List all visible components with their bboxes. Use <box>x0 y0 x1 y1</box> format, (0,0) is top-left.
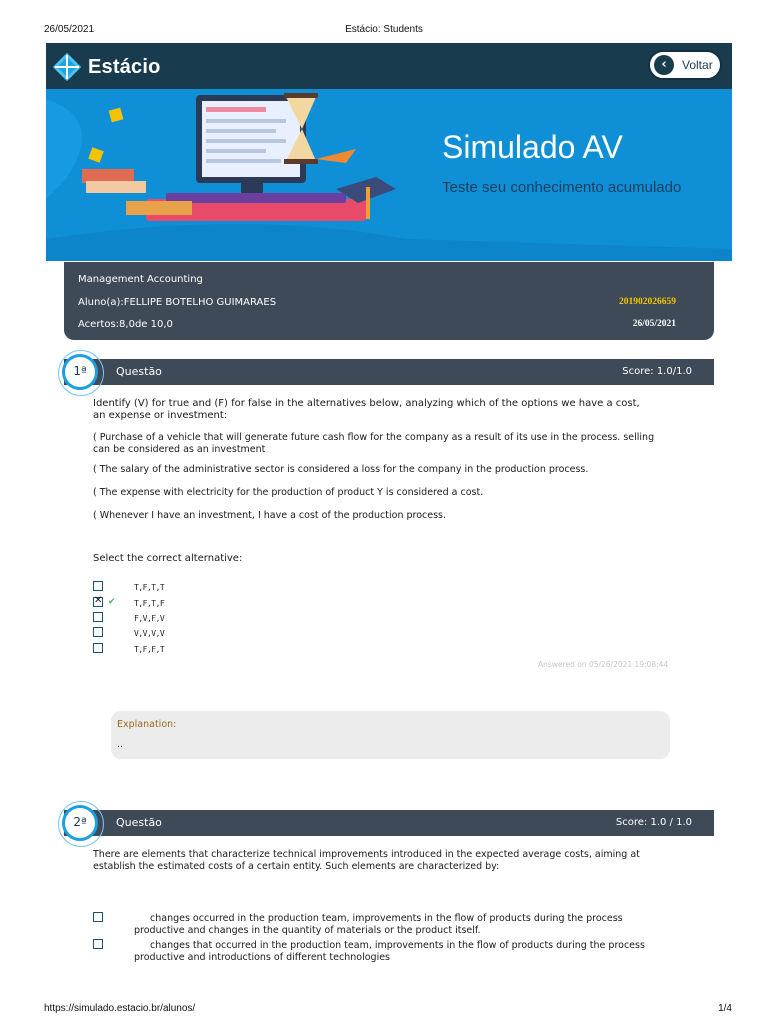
statement-4: ( Whenever I have an investment, I have a cost of the production process. <box>93 510 447 521</box>
brand-logo[interactable] <box>52 52 161 82</box>
option-label: changes occurred in the production team, improvements in the flow of products during the process productive and changes in the quantity of materials or the product itself. <box>134 913 623 936</box>
option-label: changes that occurred in the production team, improvements in the flow of products during the process productive and introductions of different technologies <box>134 940 645 963</box>
student-info-panel <box>64 262 714 340</box>
option-checkbox[interactable] <box>93 581 103 591</box>
question-number-badge <box>62 805 98 841</box>
hero-banner <box>46 89 732 261</box>
back-button[interactable] <box>648 50 722 80</box>
option-checkbox[interactable] <box>93 939 103 949</box>
correct-check-icon: ✔ <box>108 597 116 607</box>
answered-timestamp: Answered on 05/26/2021 19:08:44 <box>538 660 669 669</box>
banner-subtitle: Teste seu conhecimento acumulado <box>442 179 682 196</box>
chevron-left-icon: ‹ <box>654 55 674 75</box>
question-header-2 <box>64 810 714 836</box>
question-label: Questão <box>116 365 162 378</box>
option-label: T,F,F,T <box>134 645 165 654</box>
print-page-number: 1/4 <box>718 1003 732 1014</box>
option-label: F,V,F,V <box>134 614 165 623</box>
question-number-badge <box>62 354 98 390</box>
student-name: Aluno(a):FELLIPE BOTELHO GUIMARAES <box>78 297 277 308</box>
top-bar <box>46 43 732 89</box>
option-checkbox[interactable] <box>93 643 103 653</box>
option-label: V,V,V,V <box>134 629 165 638</box>
question-prompt: There are elements that characterize technical improvements introduced in the expected average costs, aiming at establish the estimated costs of a certain entity. Such elements are characterized by: <box>93 849 640 872</box>
select-instruction: Select the correct alternative: <box>93 553 243 564</box>
print-title: Estácio: Students <box>345 24 423 35</box>
explanation-box <box>111 711 670 759</box>
option-checkbox[interactable] <box>93 627 103 637</box>
statement-2: ( The salary of the administrative sector is considered a loss for the company in the production process. <box>93 464 589 475</box>
print-header <box>0 24 768 38</box>
banner-illustration <box>46 89 732 261</box>
option-checkbox[interactable] <box>93 912 103 922</box>
score-summary: Acertos:8,0de 10,0 <box>78 319 173 330</box>
option-checkbox-selected[interactable] <box>93 597 103 607</box>
explanation-label: Explanation: <box>117 719 177 730</box>
student-id: 201902026659 <box>619 297 676 307</box>
explanation-text: .. <box>117 739 124 750</box>
statement-1: ( Purchase of a vehicle that will generate future cash flow for the company as a result of its use in the process. selling can be considered as an investment <box>93 432 655 455</box>
question-label: Questão <box>116 816 162 829</box>
course-name: Management Accounting <box>78 274 203 285</box>
option-checkbox[interactable] <box>93 612 103 622</box>
question-number: 1ª <box>73 364 87 378</box>
banner-title: Simulado AV <box>442 129 623 165</box>
estacio-logo-icon <box>52 52 82 82</box>
option-label: T,F,T,T <box>134 583 165 592</box>
question-prompt: Identify (V) for true and (F) for false in the alternatives below, analyzing which of the options we have a cost, an expense or investment: <box>93 398 640 421</box>
print-date: 26/05/2021 <box>44 24 95 35</box>
statement-3: ( The expense with electricity for the production of product Y is considered a cost. <box>93 487 484 498</box>
question-score: Score: 1.0 / 1.0 <box>615 817 692 828</box>
question-number: 2ª <box>73 815 87 829</box>
question-score: Score: 1.0/1.0 <box>622 366 692 377</box>
back-button-label: Voltar <box>682 58 713 72</box>
option-label: T,F,T,F <box>134 599 165 608</box>
exam-date: 26/05/2021 <box>632 319 676 329</box>
question-header-1 <box>64 359 714 385</box>
brand-name: Estácio <box>88 55 161 78</box>
print-url: https://simulado.estacio.br/alunos/ <box>44 1003 196 1014</box>
